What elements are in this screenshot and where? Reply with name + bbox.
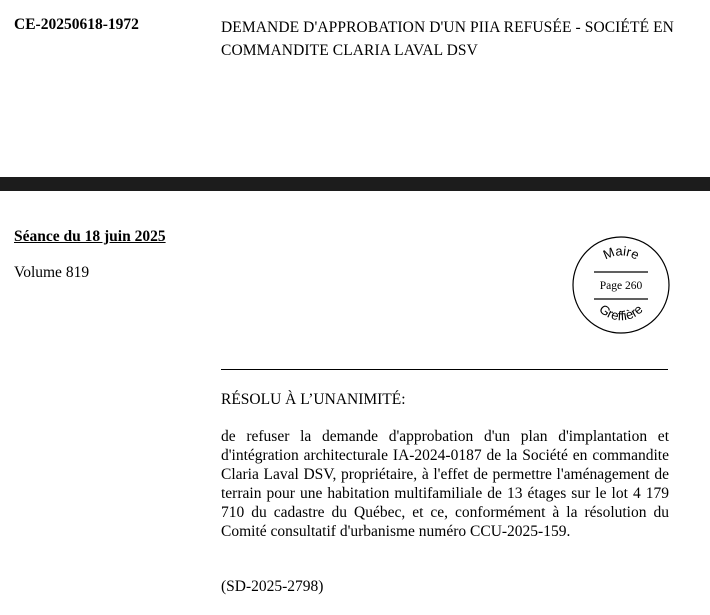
seance-date: Séance du 18 juin 2025 [14, 228, 166, 245]
page-seal [572, 236, 670, 334]
seal-page-number: Page 260 [599, 280, 643, 292]
resolution-body: de refuser la demande d'approbation d'un plan d'implantation et d'intégration architecturale IA-2024-0187 de la Société en commandite Claria Laval DSV, propriétaire, à l'effet de permettre l'aménagement de terrain pour une habitation multifamiliale de 13 étages sur le lot 4 179 710 du cadastre du Québec, et ce, conformément à la résolution du Comité consultatif d'urbanisme numéro CCU-2025-159. [221, 428, 669, 540]
seal-top-label: Maire [600, 243, 642, 263]
resolution-heading: RÉSOLU À L’UNANIMITÉ: [221, 391, 406, 408]
volume-number: Volume 819 [14, 264, 90, 281]
document-title: DEMANDE D'APPROBATION D'UN PIIA REFUSÉE - SOCIÉTÉ EN COMMANDITE CLARIA LAVAL DSV [221, 19, 674, 59]
seal-bottom-label: Greffière [596, 301, 646, 324]
header-divider-bar [0, 177, 710, 191]
section-rule [221, 369, 668, 370]
resolution-reference: (SD-2025-2798) [221, 578, 324, 595]
document-reference: CE-20250618-1972 [14, 16, 139, 33]
